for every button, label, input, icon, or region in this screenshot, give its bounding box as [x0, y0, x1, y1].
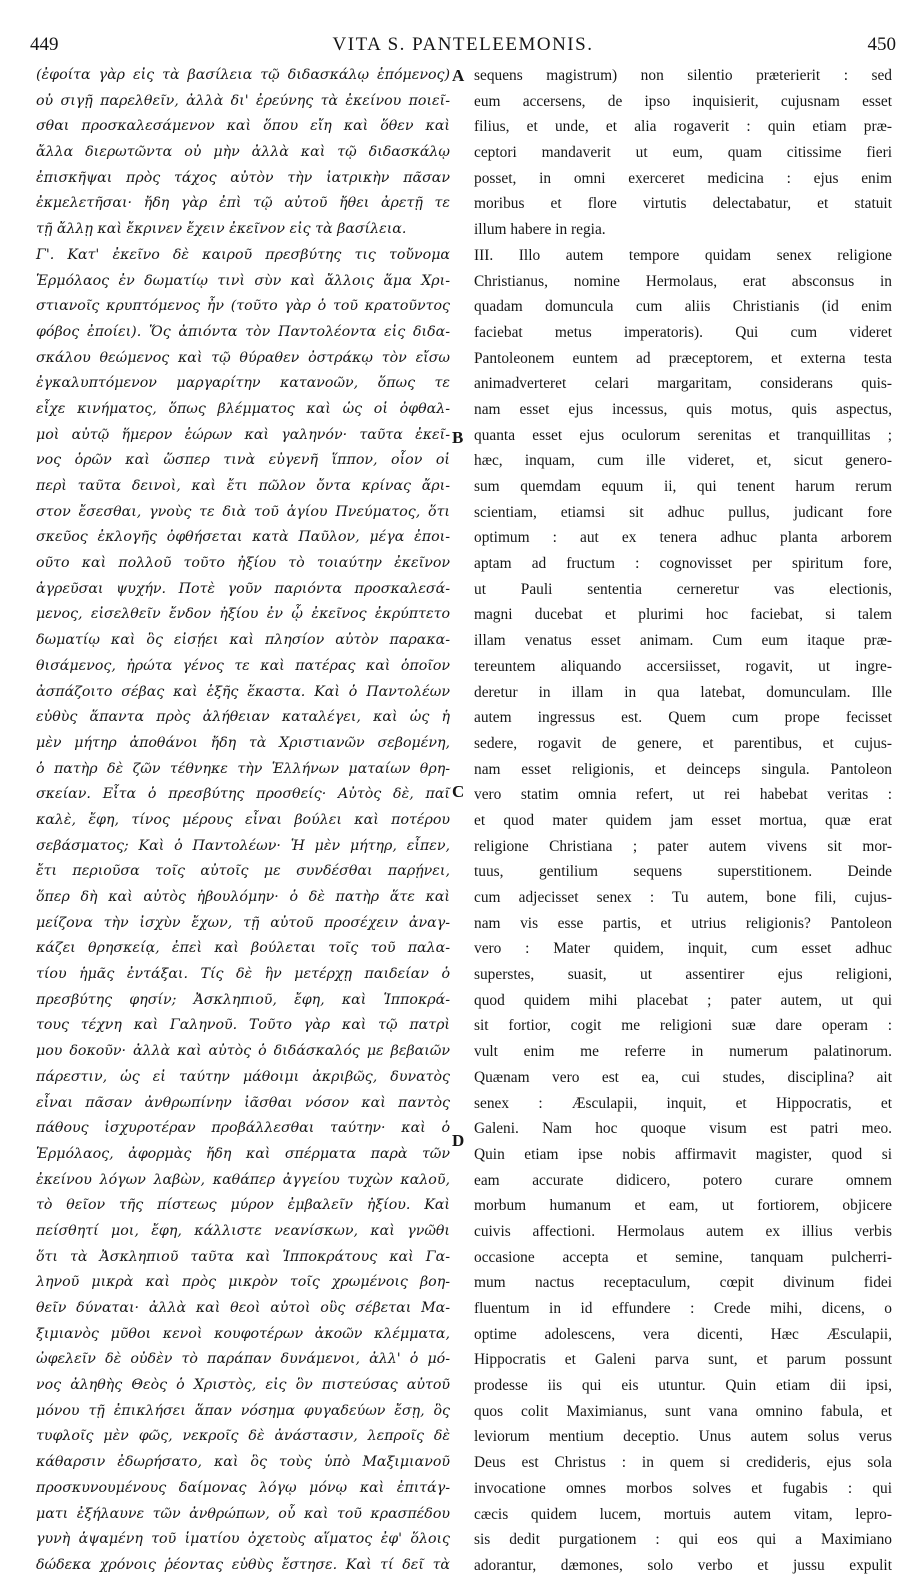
latin-text-line: ut Pauli sententia cerneretur vas electionis,: [474, 580, 892, 598]
greek-text-line: κάζει θρησκείᾳ, ἐπεὶ καὶ βούλεται τοῖς τοῦ παλα-: [36, 940, 450, 957]
greek-text-line: ἄλλα διερωτῶντα οὐ μὴν ἀλλὰ καὶ τῷ διδασκάλῳ: [36, 144, 450, 161]
greek-text-line: οῦτο καὶ πολλοῦ τοῦτο ἠξίου τὸ τοιαύτην ἐκεῖνον: [36, 555, 450, 572]
section-marker-a: A: [452, 66, 465, 85]
latin-text-line: illam venatus esset animam. Cum eum itaque præ-: [474, 632, 892, 650]
latin-text-line: Hippocratis et Galeni parva sunt, et parum possunt: [474, 1351, 892, 1369]
latin-text-line: posset, in omni exerceret medicina : ejus enim: [474, 169, 892, 187]
greek-text-line: μείζονα τὴν ἰσχὺν ἔχων, τῇ αὐτοῦ προσέχειν ἀναγ-: [36, 914, 450, 931]
greek-text-line: σκείαν. Εἶτα ὁ πρεσβύτης προσθείς· Αὐτὸς δὲ, παῖ: [36, 786, 450, 803]
greek-text-line: τῇ ἄλλῃ καὶ ἔκρινεν ἔχειν ἐκεῖνον εἰς τὰ βασίλεια.: [36, 221, 407, 238]
greek-text-line: εὐθὺς ἅπαντα πρὸς ἀλήθειαν καταλέγει, καὶ ὡς ἡ: [36, 709, 450, 726]
latin-text-line: cum adjecisset senex : Tu autem, bone fili, cujus-: [474, 889, 892, 906]
latin-text-line: eum accersens, de ipso inquisierit, cujusnam esset: [474, 92, 892, 110]
latin-text-line: sit fortior, cogit me religioni suæ dare operam :: [474, 1017, 892, 1035]
latin-text-line: quanta esset ejus oculorum serenitas et tranquillitas ;: [474, 426, 892, 444]
greek-text-line: θισάμενος, ἠρώτα γένος τε καὶ πατέρας καὶ ὁποῖον: [36, 657, 450, 674]
greek-text-line: δώδεκα χρόνοις ῥέοντας εὐθὺς ἔστησε. Καὶ τί δεῖ τὰ: [36, 1556, 450, 1573]
greek-text-line: ἐπισκῆψαι πρὸς τάχος αὐτὸν τὴν ἰατρικὴν πᾶσαν: [36, 169, 450, 186]
greek-text-line: σεβάσματος; Καὶ ὁ Παντολέων· Ἡ μὲν μήτηρ, εἶπεν,: [36, 837, 450, 854]
latin-text-line: religione Christiana ; pater autem vivens sit mor-: [474, 837, 892, 855]
page-number-left: 449: [30, 34, 59, 55]
latin-text-line: hæc, inquam, cum ille videret, et, sicut genero-: [474, 452, 892, 470]
greek-text-line: σθαι προσκαλεσάμενον καὶ ὅπου εἴη καὶ ὅθεν καὶ: [36, 118, 450, 135]
latin-text-line: fluentum in id effundere : Crede mihi, dicens, o: [474, 1300, 892, 1317]
latin-text-line: morbum humanum et eam, ut fortiorem, objicere: [474, 1197, 892, 1215]
latin-text-line: vero : Mater quidem, inquit, cum esset adhuc: [474, 940, 892, 958]
greek-text-line: Γ'. Κατ' ἐκεῖνο δὲ καιροῦ πρεσβύτης τις τοὔνομα: [36, 246, 450, 263]
greek-text-line: πρεσβύτης φησίν; Ἀσκληπιοῦ, ἔφη, καὶ Ἱπποκρά-: [36, 991, 450, 1008]
latin-text-line: cæcis quidem lucem, mortuis autem vitam, lepro-: [474, 1505, 892, 1523]
latin-text-line: tereuntem aliquando accersiisset, rogavit, ut ingre-: [474, 657, 892, 675]
section-marker-c: C: [452, 782, 465, 801]
greek-text-line: ἐκμελετῆσαι· ἤδη γὰρ ἐπὶ τῷ αὐτοῦ ἤθει ἀρετῇ τε: [36, 195, 450, 212]
greek-text-line: Ἑρμόλαος ἐν δωματίῳ τινὶ σὺν καὶ ἄλλοις ἅμα Χρι-: [36, 272, 450, 289]
greek-text-line: ἐκείνου λόγων λαβὼν, καθάπερ ἀγγείου τυχὼν καλοῦ,: [36, 1171, 450, 1188]
greek-text-line: πείσθητί μοι, ἔφη, κάλλιστε νεανίσκων, καὶ γνῶθι: [36, 1222, 450, 1239]
latin-text-line: ceptori mandaverit ut eum, quam citissime fieri: [474, 144, 892, 162]
latin-text-line: cuivis affectioni. Hermolaus autem ex illius verbis: [474, 1222, 892, 1240]
latin-text-line: magni ducebat et plurimi hoc faciebat, si talem: [474, 606, 892, 624]
greek-text-line: τους τέχνη καὶ Γαληνοῦ. Τοῦτο γὰρ καὶ τῷ πατρὶ: [36, 1017, 450, 1034]
greek-text-line: περὶ ταῦτα δεινοὶ, καὶ ἔτι πῶλον ὄντα κρίνας ἄρι-: [36, 478, 450, 494]
page-number-right: 450: [867, 34, 896, 55]
latin-text-line: et quod mater quidem jam esset mortua, quæ erat: [474, 811, 892, 829]
greek-text-line: ἀγρεῦσαι ψυχήν. Ποτὲ γοῦν παριόντα προσκαλεσά-: [36, 580, 450, 597]
greek-text-line: ὁ πατὴρ δὲ ζῶν τέθνηκε τὴν Ἑλλήνων ματαίων θρη-: [36, 760, 450, 777]
latin-text-line: nam esset religionis, et deinceps singula. Pantoleon: [474, 760, 892, 778]
latin-text-line: aptam ad fructum : cognovisset per spiritum fore,: [474, 555, 892, 573]
greek-text-line: οὐ σιγῇ παρελθεῖν, ἀλλὰ δι' ἐρεύνης τὰ ἐκείνου ποιεῖ-: [36, 92, 450, 109]
latin-text-line: eam accurate didicero, potero curare omnem: [474, 1171, 892, 1189]
greek-text-line: (ἐφοίτα γὰρ εἰς τὰ βασίλεια τῷ διδασκάλῳ ἑπόμενος): [36, 67, 450, 83]
greek-text-line: σκάλου θεώμενος καὶ τῷ θύραθεν ὀστράκῳ τὸν εἴσω: [36, 349, 450, 366]
greek-text-line: κάθαρσιν ἐδωρήσατο, καὶ ὃς τοὺς ὑπὸ Μαξιμιανοῦ: [36, 1454, 450, 1471]
greek-text-line: ὅπερ δὴ καὶ αὐτὸς ἠβουλόμην· ὁ δὲ πατὴρ ἅτε καὶ: [36, 889, 450, 905]
latin-text-line: mum nactus receptaculum, cœpit divinum fidei: [474, 1274, 892, 1292]
latin-text-line: Quænam vero est ea, cui studes, disciplina? ait: [474, 1068, 892, 1086]
latin-text-line: Quin etiam ipse nobis affirmavit magister, quod si: [474, 1145, 892, 1163]
greek-column: [36, 63, 450, 1579]
latin-text-line: tuus, gentilium sequens superstitionem. Deinde: [474, 863, 892, 881]
section-marker-b: B: [452, 428, 464, 447]
latin-text-line: senex : Æsculapii, inquit, et Hippocratis, et: [474, 1094, 892, 1112]
greek-text-line: πάθους ἰσχυροτέραν προβάλλεσθαι ταύτην· καὶ ὁ: [36, 1120, 450, 1137]
latin-text-line: optimum : aut ex tenera adhuc planta arborem: [474, 529, 892, 547]
greek-text-line: τὸ θεῖον τῆς πίστεως μύρον ἐμβαλεῖν ἠξίου. Καὶ: [36, 1197, 450, 1214]
latin-text-line: Deus est Christus : in quem si credideris, ejus sola: [474, 1454, 892, 1472]
latin-column: [474, 63, 892, 1579]
latin-text-line: animadverteret celari margaritam, considerans quis-: [474, 375, 892, 393]
greek-text-line: ξιμιανὸς μῦθοι κενοὶ κουφοτέρων ἀκοῶν κλέμματα,: [36, 1325, 450, 1342]
greek-text-line: γυνὴ ἁψαμένη τοῦ ἱματίου ὀχετοὺς αἵματος ἐφ' ὅλοις: [36, 1531, 450, 1548]
latin-text-line: sum quemdam equum ii, qui tenent harum rerum: [474, 478, 892, 495]
greek-text-line: νος ὁρῶν καὶ ὥσπερ τινὰ εὐγενῆ ἵππον, οἷον οἱ: [36, 452, 450, 469]
latin-text-line: faciebat metus imperatoris). Qui cum videret: [474, 323, 892, 341]
greek-text-line: φόβος ἐποίει). Ὅς ἀπιόντα τὸν Παντολέοντα εἰς διδα-: [36, 323, 450, 340]
latin-text-line: illum habere in regia.: [474, 221, 606, 239]
latin-text-line: vult enim me referre in numerum palatinorum.: [474, 1043, 892, 1061]
greek-text-line: νος ἀληθὴς Θεὸς ὁ Χριστὸς, εἰς ὃν πιστεύσας αὐτοῦ: [36, 1377, 450, 1394]
greek-text-line: σκεῦος ἐκλογῆς ὀφθήσεται κατὰ Παῦλον, μέγα ἐποι-: [36, 529, 450, 546]
greek-text-line: εἶναι πᾶσαν ἀνθρωπίνην ἰᾶσθαι νόσον καὶ παντὸς: [36, 1094, 450, 1111]
latin-text-line: optime adolescens, vera dicenti, Hæc Æsculapii,: [474, 1325, 892, 1343]
greek-text-line: μοὶ αὐτῷ ἥμερον ἑώρων καὶ γαληνόν· ταῦτα ἐκεῖ-: [36, 426, 450, 443]
latin-text-line: sequens magistrum) non silentio præterierit : sed: [474, 67, 892, 84]
latin-text-line: scientiam, etiamsi sit adhuc pullus, judicant fore: [474, 503, 892, 521]
greek-text-line: ληνοῦ μικρὰ καὶ πρὸς μικρὸν τοῖς χρωμένοις βοη-: [36, 1274, 450, 1291]
running-title: VITA S. PANTELEEMONIS.: [332, 34, 594, 55]
greek-text-line: ὠφελεῖν δὲ οὐδὲν τὸ παράπαν δυνάμενοι, ἀλλ' ὁ μό-: [36, 1351, 450, 1368]
latin-text-line: adorantur, dæmones, solo verbo et jussu expulit: [474, 1556, 892, 1574]
greek-text-line: στιανοῖς κρυπτόμενος ἦν (τοῦτο γὰρ ὁ τοῦ κρατοῦντος: [36, 298, 450, 315]
greek-text-line: ἔτι περιοῦσα τοῖς αὐτοῖς με συνδέσθαι παρῄνει,: [36, 863, 450, 880]
greek-text-line: προσκυνουμένους δαίμονας λόγῳ μόνῳ καὶ ἐπιτάγ-: [36, 1479, 450, 1496]
greek-text-line: εἶχε κινήματος, ὅπως βλέμματος καὶ ὡς οἱ ὀφθαλ-: [36, 400, 450, 417]
greek-text-line: τίου ἡμᾶς ἐντάξαι. Τίς δὲ ἣν μετέρχῃ παιδείαν ὁ: [36, 966, 450, 983]
latin-text-line: quod quidem mihi placebat ; pater autem, ut qui: [474, 991, 892, 1009]
greek-text-line: θεῖν δύναται· ἀλλὰ καὶ θεοὶ αὐτοὶ οὓς σέβεται Μα-: [36, 1300, 450, 1316]
latin-text-line: autem ingressus est. Quem cum prope fecisset: [474, 709, 892, 727]
latin-text-line: superstes, suasit, ut assentirer ejus religioni,: [474, 966, 892, 984]
latin-text-line: sis dedit purgationem : qui eos qui a Maximiano: [474, 1531, 892, 1549]
greek-text-line: μόνου τῇ ἐπικλήσει ἅπαν νόσημα φυγαδεύων ἔσῃ, ὃς: [36, 1402, 450, 1419]
greek-text-line: μενος, εἰσελθεῖν ἔνδον ἠξίου ἐν ᾧ ἐκεῖνος ἐκρύπτετο: [36, 606, 450, 623]
section-marker-d: D: [452, 1131, 465, 1150]
latin-text-line: quadam domuncula cum aliis Christianis (id enim: [474, 298, 892, 316]
latin-text-line: invocatione omnes morbos solves et fugabis : qui: [474, 1479, 892, 1497]
greek-text-line: καλὲ, ἔφη, τίνος μέρους εἶναι βούλει καὶ ποτέρου: [36, 811, 450, 828]
greek-text-line: μὲν μήτηρ ἀποθάνοι ἤδη τὰ Χριστιανῶν σεβομένη,: [36, 734, 450, 751]
latin-text-line: prodesse iis qui eis utuntur. Quin etiam dii ipsi,: [474, 1377, 892, 1395]
latin-text-line: Pantoleonem euntem ad præceptorem, et externa testa: [474, 349, 892, 367]
greek-text-line: δωματίῳ καὶ ὃς εἰσῄει καὶ πλησίον αὐτὸν παρακα-: [36, 632, 450, 649]
latin-text-line: nam vis esse partis, et utrius religionis? Pantoleon: [474, 914, 892, 932]
latin-text-line: nam esset ejus incessus, quis motus, quis aspectus,: [474, 400, 892, 418]
greek-text-line: Ἑρμόλαος, ἀφορμὰς ἤδη καὶ σπέρματα παρὰ τῶν: [36, 1145, 450, 1162]
latin-text-line: sedere, rogavit de genere, et parentibus, et cujus-: [474, 734, 892, 752]
latin-text-line: occasione accepta et semine, tanquam pulcherri-: [474, 1248, 892, 1266]
latin-text-line: Galeni. Nam hoc quoque visum est patri meo.: [474, 1120, 892, 1138]
latin-text-line: quos colit Maximianus, sunt vana omnino fabula, et: [474, 1402, 892, 1420]
latin-text-line: vero statim omnia refert, ut rei habebat veritas :: [474, 786, 892, 804]
latin-text-line: filius, et unde, et alia rogaverit : quin etiam præ-: [474, 118, 892, 136]
greek-text-line: τυφλοῖς μὲν φῶς, νεκροῖς δὲ ἀνάστασιν, λεπροῖς δὲ: [36, 1428, 450, 1445]
greek-text-line: στον ἔσεσθαι, γνοὺς τε διὰ τοῦ ἁγίου Πνεύματος, ὅτι: [36, 503, 450, 520]
greek-text-line: ματι ἐξήλαυνε τῶν ἀνθρώπων, οὗ καὶ τοῦ κρασπέδου: [36, 1505, 450, 1522]
greek-text-line: πάρεστιν, ὡς εἰ ταύτην μάθοιμι ἀκριβῶς, δυνατὸς: [36, 1068, 450, 1085]
greek-text-line: ὅτι τὰ Ἀσκληπιοῦ ταῦτα καὶ Ἱπποκράτους καὶ Γα-: [36, 1248, 450, 1265]
latin-text-line: moribus et flore virtutis delectabatur, et statuit: [474, 195, 892, 213]
greek-text-line: ἐγκαλυπτόμενον μαργαρίτην κατανοῶν, ὅπως τε: [36, 375, 450, 392]
latin-text-line: Christianus, nomine Hermolaus, erat absconsus in: [474, 272, 892, 290]
page-header: [30, 34, 896, 60]
latin-text-line: III. Illo autem tempore quidam senex religione: [474, 246, 892, 264]
greek-text-line: ἀσπάζοιτο σέβας καὶ ἑξῆς ἕκαστα. Καὶ ὁ Παντολέων: [36, 683, 450, 700]
latin-text-line: deretur in illam in qua latebat, domunculam. Ille: [474, 683, 892, 701]
greek-text-line: μου δοκοῦν· ἀλλὰ καὶ αὐτὸς ὁ διδάσκαλός με βεβαιῶν: [36, 1043, 450, 1060]
latin-text-line: leviorum mentium deceptio. Unus autem solus verus: [474, 1428, 892, 1446]
